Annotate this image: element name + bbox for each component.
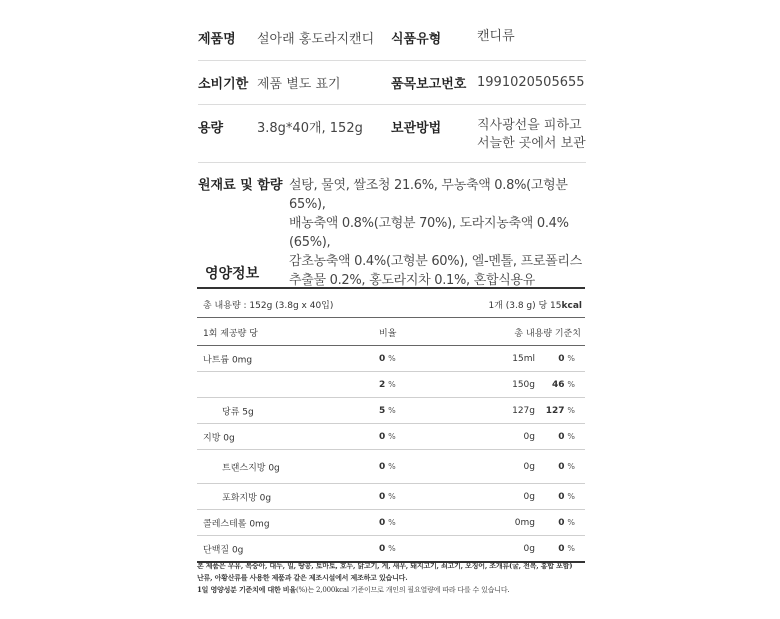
ingredients-line: 설탕, 물엿, 쌀조청 21.6%, 무농축액 0.8%(고형분 65%), [289,178,568,212]
nutrition-header [197,287,585,318]
col-total: 총 내용량 기준치 [514,329,581,339]
pct2-value: 0 [558,353,565,364]
nutrient-pct [379,518,396,528]
pct-sign: % [567,353,575,363]
pct2-value: 0 [558,517,565,528]
label-expiry: 소비기한 [198,77,249,92]
value-ingredients [289,176,594,290]
nutrient-pct [379,492,396,502]
footnote [197,560,597,596]
footnote-daily-rest: (%)는 2,000kcal 기준이므로 개인의 필요열량에 따라 다를 수 있습니다. [295,586,510,594]
nutrition-total-volume: 총 내용량 : 152g (3.8g x 40입) [203,301,334,311]
nutrient-name: 트랜스지방 0g [222,463,280,473]
footnote-allergen-line1: 본 제품은 우유, 복숭아, 대두, 밀, 땅콩, 토마토, 호두, 닭고기, 게, 새우, 돼지고기, 쇠고기, 오징어, 조개류(굴, 전복, 홍합 포함) [197,561,573,570]
value-food-type: 캔디류 [477,29,515,44]
nutrient-amount: 0mg [514,517,535,528]
nutrient-pct2 [558,518,575,528]
label-volume: 용량 [198,121,224,136]
nutrition-title: 영양정보 [205,266,260,282]
pct-value: 0 [379,491,386,502]
label-storage: 보관방법 [391,121,442,136]
nutrient-name: 콜레스테롤 0mg [203,519,270,529]
nutrient-amount: 15ml [512,353,535,364]
pct-value: 0 [379,353,386,364]
pct-sign: % [567,491,575,501]
pct2-value: 0 [558,431,565,442]
nutrient-pct [379,406,396,416]
info-row-product-name [198,14,586,61]
pct-sign: % [388,491,396,501]
nutrient-amount: 0g [523,431,535,442]
value-storage-line1: 직사광선을 피하고 [477,118,582,133]
pct-sign: % [388,543,396,553]
nutrient-pct2 [558,544,575,554]
pct-value: 0 [379,461,386,472]
nutrient-name: 포화지방 0g [222,493,272,503]
pct-sign: % [388,405,396,415]
pct-sign: % [567,543,575,553]
value-product-name: 설아래 홍도라지캔디 [257,31,375,47]
nutrient-amount: 150g [512,379,535,390]
value-storage [477,117,586,153]
pct2-value: 0 [558,491,565,502]
pct-value: 0 [379,431,386,442]
nutrient-amount: 127g [512,405,535,416]
label-product-name: 제품명 [198,31,236,47]
nutrient-name: 지방 0g [203,433,235,443]
nutrient-pct2 [558,462,575,472]
col-serving: 1회 제공량 당 [203,329,258,339]
pct-sign: % [388,461,396,471]
nutrient-pct2 [558,492,575,502]
table-row [197,372,585,398]
label-report-number: 품목보고번호 [391,77,467,92]
pct-value: 0 [379,517,386,528]
nutrition-column-header [197,318,585,346]
per-unit-kcal: kcal [561,301,582,311]
value-volume: 3.8g*40개, 152g [257,121,363,136]
nutrient-pct2 [552,380,575,390]
footnote-daily-bold: 1일 영양성분 기준치에 대한 비율 [197,585,296,594]
ingredients-line: 추출물 0.2%, 홍도라지차 0.1%, 혼합식용유 [289,273,536,288]
table-row [197,536,585,563]
pct-sign: % [567,405,575,415]
nutrient-pct [379,462,396,472]
nutrient-amount: 0g [523,491,535,502]
ingredients-line: 배농축액 0.8%(고형분 70%), 도라지농축액 0.4%(65%), [289,216,569,250]
footnote-allergen-line2: 난류, 아황산류를 사용한 제품과 같은 제조시설에서 제조하고 있습니다. [197,573,408,582]
col-ratio: 비율 [379,329,397,339]
table-row [197,484,585,510]
table-row [197,398,585,424]
label-ingredients: 원재료 및 함량 [198,178,283,193]
pct-sign: % [567,431,575,441]
value-storage-line2: 서늘한 곳에서 보관 [477,136,586,151]
pct-sign: % [567,379,575,389]
nutrition-per-unit [488,298,582,311]
nutrient-name: 당류 5g [222,407,254,417]
pct2-value: 0 [558,543,565,554]
pct2-value: 46 [551,379,565,390]
table-row [197,450,585,484]
ingredients-line: 감초농축액 0.4%(고형분 60%), 엘-멘톨, 프로폴리스 [289,254,582,269]
pct2-value: 127 [545,405,565,416]
pct-value: 2 [379,379,386,390]
label-food-type: 식품유형 [391,31,442,47]
nutrient-name: 단백질 0g [203,545,244,555]
pct-value: 0 [379,543,386,554]
per-unit-text: 1개 (3.8 g) 당 15 [488,301,562,311]
pct-sign: % [388,431,396,441]
pct-sign: % [388,379,396,389]
pct2-value: 0 [558,461,565,472]
nutrient-pct [379,380,396,390]
nutrient-pct [379,354,396,364]
pct-value: 5 [379,405,386,416]
pct-sign: % [388,353,396,363]
nutrient-amount: 0g [523,543,535,554]
nutrition-table [197,287,585,563]
product-info-table [198,14,586,163]
table-row [197,510,585,536]
pct-sign: % [567,461,575,471]
nutrient-pct [379,432,396,442]
table-row [197,424,585,450]
nutrient-pct2 [558,432,575,442]
nutrient-amount: 0g [523,461,535,472]
nutrient-pct [379,544,396,554]
pct-sign: % [567,517,575,527]
nutrient-pct2 [558,354,575,364]
pct-sign: % [388,517,396,527]
value-report-number: 1991020505655 [477,74,585,90]
info-row-expiry [198,61,586,105]
footnote-daily-value [197,584,597,596]
nutrient-pct2 [546,406,575,416]
nutrient-name: 나트륨 0mg [203,355,253,365]
info-row-volume [198,105,586,163]
value-expiry: 제품 별도 표기 [257,77,341,92]
table-row [197,346,585,372]
